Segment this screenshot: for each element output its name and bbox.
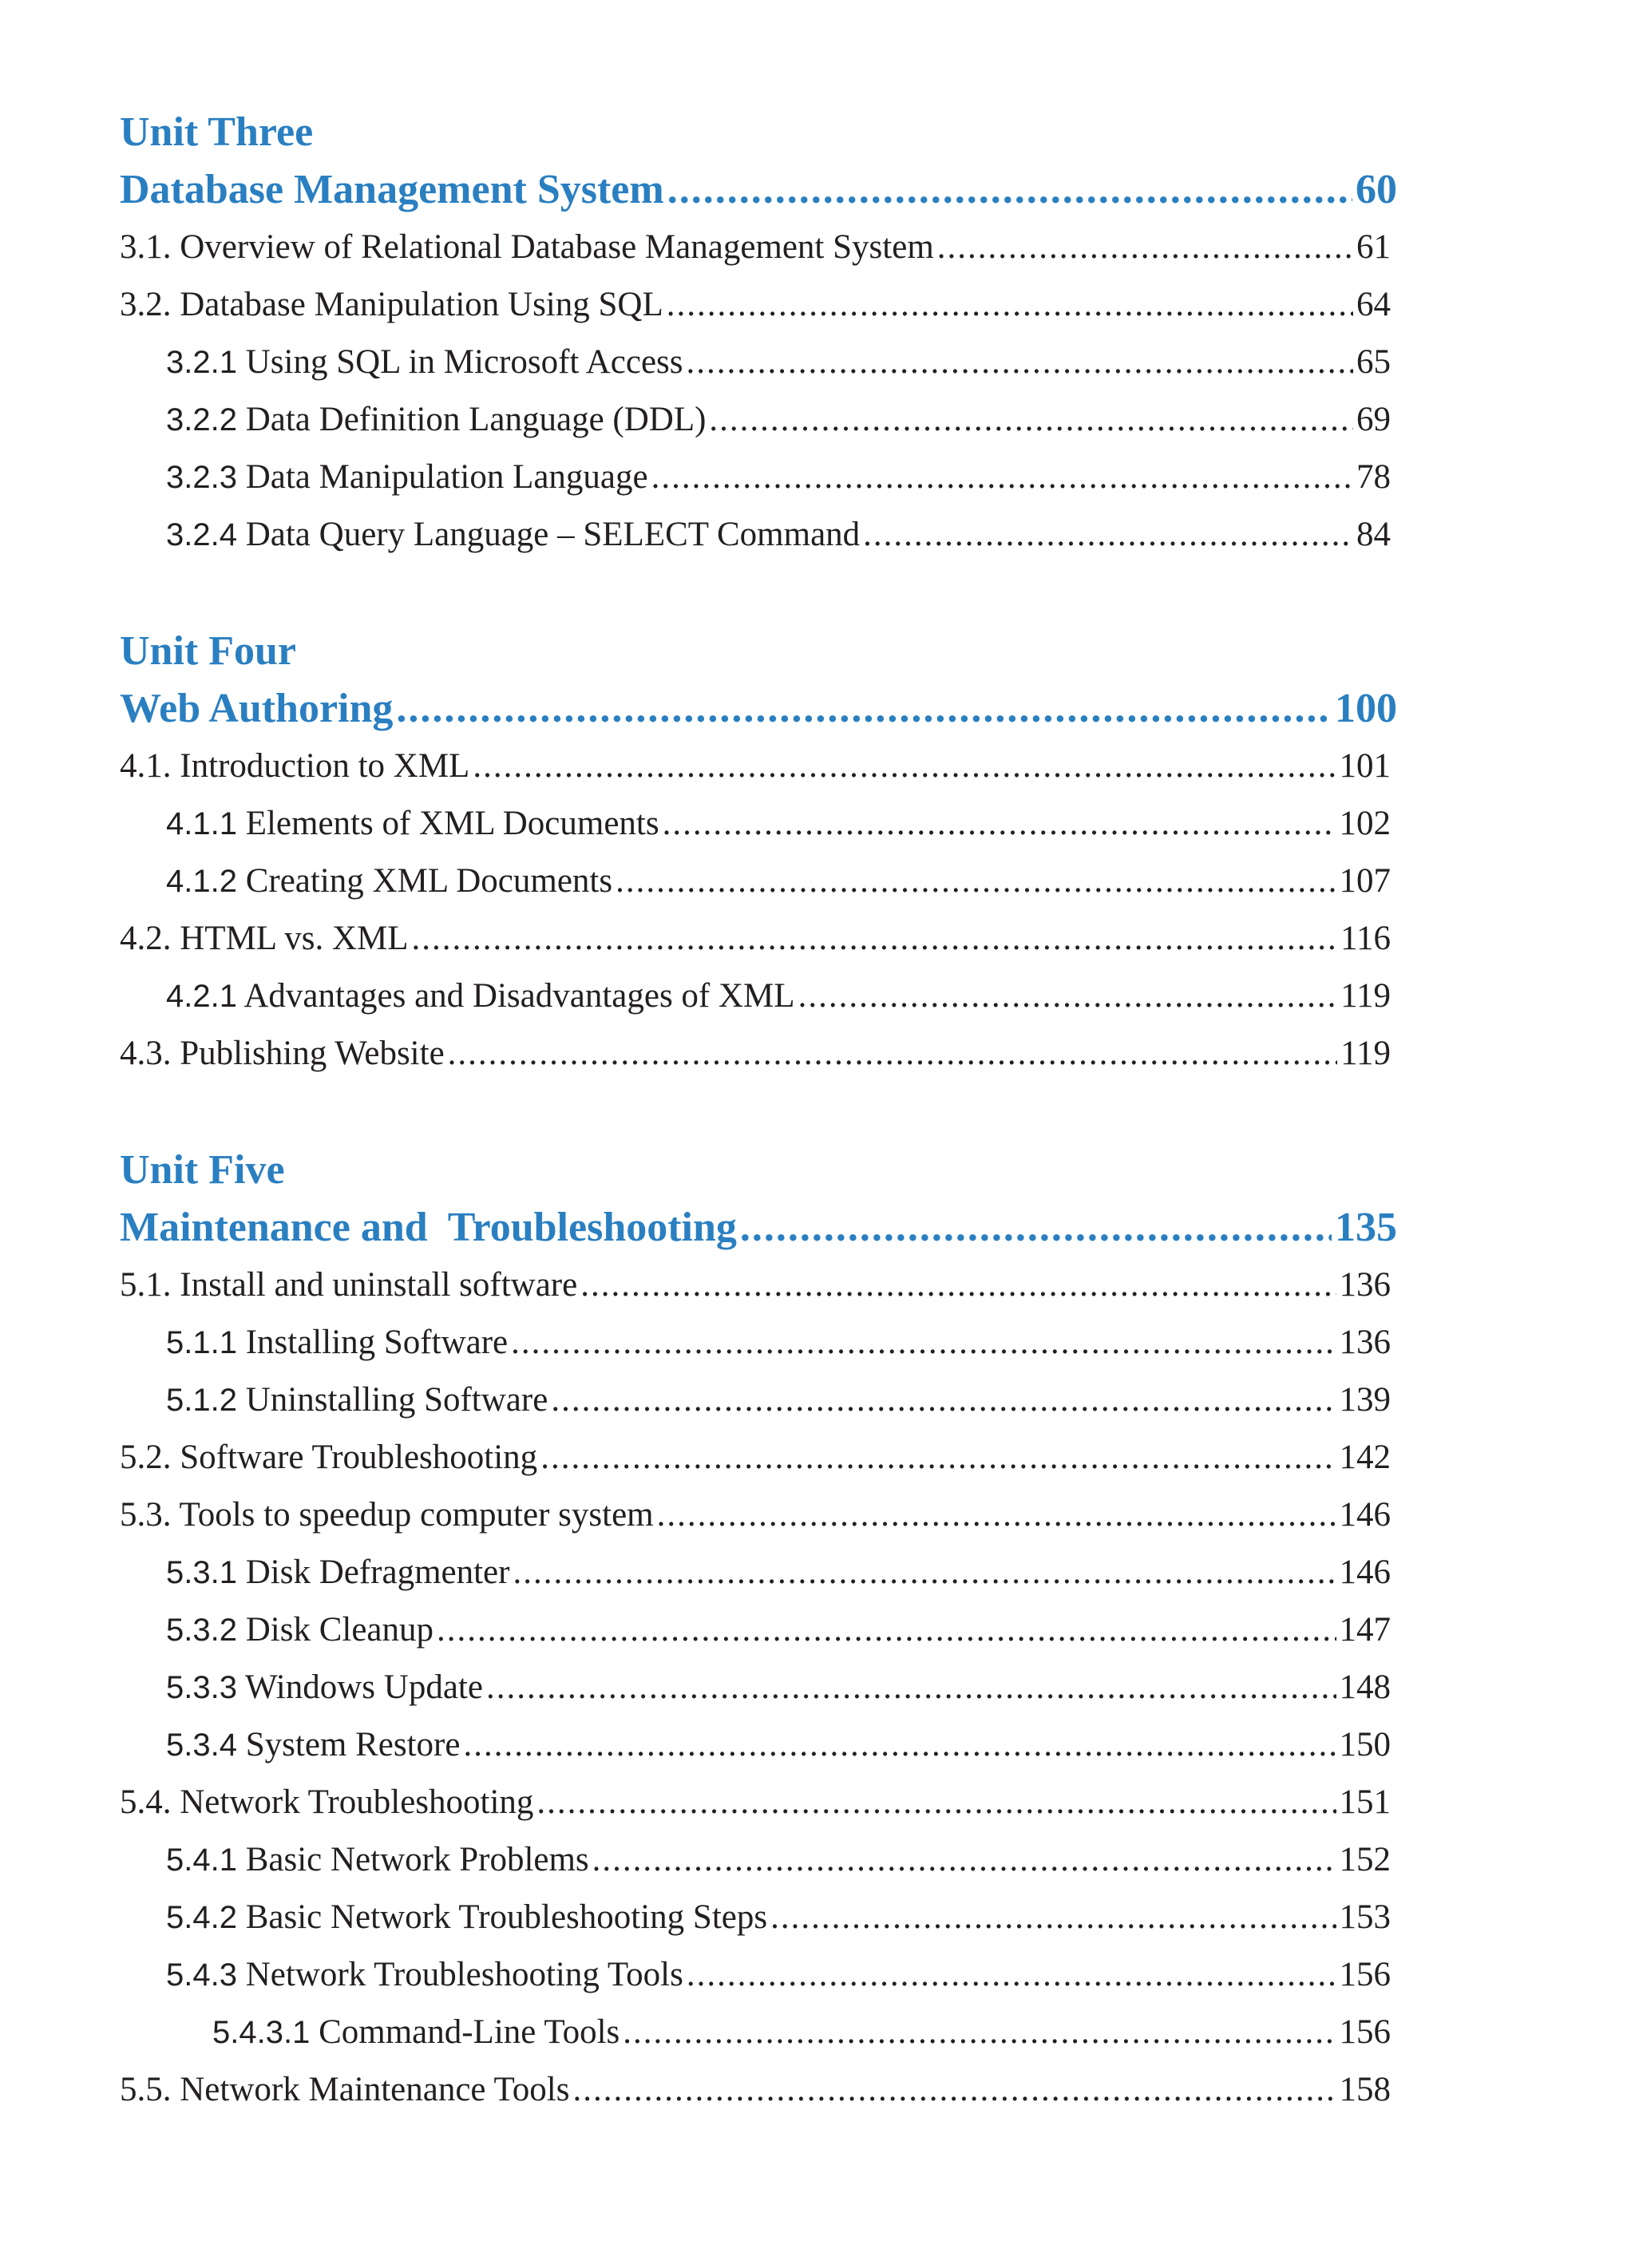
dot-leader <box>667 276 1353 334</box>
toc-entry[interactable] <box>120 795 1391 853</box>
entry-title: 5.4.3.1 Command-Line Tools <box>212 2013 620 2051</box>
dot-leader <box>473 738 1336 795</box>
toc-entry[interactable] <box>120 1371 1391 1429</box>
page-number: 65 <box>1356 343 1391 381</box>
toc-entry[interactable] <box>120 276 1391 334</box>
unit-title: Maintenance and Troubleshooting <box>120 1205 737 1250</box>
entry-title: 4.3. Publishing Website <box>120 1035 445 1072</box>
entry-title: 5.3.2 Disk Cleanup <box>166 1611 434 1649</box>
page-number: 146 <box>1339 1496 1391 1534</box>
page-number: 64 <box>1356 286 1391 323</box>
toc-entry[interactable] <box>120 1486 1391 1544</box>
entry-title: 3.1. Overview of Relational Database Management System <box>120 228 934 266</box>
toc-entry[interactable] <box>120 334 1391 391</box>
page-number: 101 <box>1339 747 1391 785</box>
page-number: 119 <box>1340 977 1391 1015</box>
toc-entry[interactable] <box>120 1831 1391 1889</box>
page-number: 116 <box>1340 920 1391 957</box>
page-number: 78 <box>1356 458 1391 496</box>
dot-leader <box>572 2061 1336 2119</box>
dot-leader <box>540 1429 1336 1486</box>
entry-title: 3.2.2 Data Definition Language (DDL) <box>166 401 707 438</box>
dot-leader <box>536 1774 1336 1831</box>
page-number: 135 <box>1335 1205 1397 1250</box>
entry-title: 5.4.3 Network Troubleshooting Tools <box>166 1956 683 1993</box>
entry-title: 5.3.3 Windows Update <box>166 1668 483 1706</box>
dot-leader <box>463 1716 1336 1774</box>
page-number: 151 <box>1339 1783 1391 1821</box>
page-number: 136 <box>1339 1324 1391 1361</box>
toc-entry[interactable] <box>120 738 1391 795</box>
dot-leader <box>687 334 1353 391</box>
toc-entry[interactable] <box>120 2004 1391 2061</box>
page-number: 158 <box>1339 2071 1391 2108</box>
page-number: 61 <box>1356 228 1391 266</box>
entry-title: 3.2.3 Data Manipulation Language <box>166 458 648 496</box>
dot-leader <box>486 1659 1336 1716</box>
page-number: 153 <box>1339 1898 1391 1936</box>
entry-title: 5.3.1 Disk Defragmenter <box>166 1554 510 1591</box>
entry-title: 5.4.1 Basic Network Problems <box>166 1841 589 1878</box>
entry-title: 5.3.4 System Restore <box>166 1726 461 1763</box>
entry-title: 3.2.1 Using SQL in Microsoft Access <box>166 343 683 381</box>
entry-title: 4.2. HTML vs. XML <box>120 920 409 957</box>
dot-leader <box>412 910 1338 968</box>
toc-entry[interactable] <box>120 2061 1391 2119</box>
entry-title: 4.2.1 Advantages and Disadvantages of XML <box>166 977 795 1015</box>
table-of-contents <box>120 104 1397 2178</box>
dot-leader <box>657 1486 1336 1544</box>
toc-entry[interactable] <box>120 1889 1391 1946</box>
dot-leader <box>770 1889 1336 1946</box>
dot-leader <box>863 506 1353 564</box>
unit-heading-row[interactable] <box>120 680 1397 738</box>
page-number: 156 <box>1339 1956 1391 1993</box>
toc-entry[interactable] <box>120 1716 1391 1774</box>
unit-title: Database Management System <box>120 167 664 212</box>
dot-leader <box>437 1601 1336 1659</box>
toc-entry[interactable] <box>120 1544 1391 1601</box>
unit-heading-row[interactable] <box>120 1199 1397 1257</box>
page-number: 84 <box>1356 516 1391 553</box>
toc-entry[interactable] <box>120 910 1391 968</box>
dot-leader <box>937 219 1353 276</box>
unit-heading-row[interactable] <box>120 161 1397 219</box>
dot-leader <box>396 680 1332 738</box>
toc-entry[interactable] <box>120 219 1391 276</box>
page-number: 146 <box>1339 1554 1391 1591</box>
unit-label: Unit Four <box>120 628 296 674</box>
page-number: 142 <box>1339 1439 1391 1476</box>
dot-leader <box>709 391 1353 449</box>
entry-title: 5.1.2 Uninstalling Software <box>166 1381 548 1419</box>
dot-leader <box>511 1314 1336 1371</box>
entry-title: 4.1. Introduction to XML <box>120 747 470 785</box>
toc-entry[interactable] <box>120 1314 1391 1371</box>
page-number: 107 <box>1339 862 1391 900</box>
entry-title: 5.1.1 Installing Software <box>166 1324 509 1361</box>
page-number: 150 <box>1339 1726 1391 1763</box>
dot-leader <box>551 1371 1336 1429</box>
entry-title: 3.2.4 Data Query Language – SELECT Command <box>166 516 861 553</box>
dot-leader <box>616 853 1336 910</box>
toc-entry[interactable] <box>120 1601 1391 1659</box>
page-number: 139 <box>1339 1381 1391 1419</box>
dot-leader <box>798 968 1338 1025</box>
unit-label: Unit Three <box>120 109 314 155</box>
page-number: 152 <box>1339 1841 1391 1878</box>
entry-title: 4.1.1 Elements of XML Documents <box>166 805 659 842</box>
toc-entry[interactable] <box>120 968 1391 1025</box>
dot-leader <box>448 1025 1337 1083</box>
toc-entry[interactable] <box>120 506 1391 564</box>
entry-title: 5.4. Network Troubleshooting <box>120 1783 534 1821</box>
page-number: 60 <box>1356 167 1397 212</box>
dot-leader <box>687 1946 1336 2004</box>
entry-title: 5.2. Software Troubleshooting <box>120 1439 538 1476</box>
unit-five <box>120 1142 1397 2119</box>
dot-leader <box>651 449 1353 506</box>
page-number: 102 <box>1339 805 1391 842</box>
dot-leader <box>592 1831 1336 1889</box>
page-number: 69 <box>1356 401 1391 438</box>
page-number: 119 <box>1340 1035 1391 1072</box>
toc-entry[interactable] <box>120 1946 1391 2004</box>
entry-title: 5.3. Tools to speedup computer system <box>120 1496 654 1534</box>
dot-leader <box>513 1544 1336 1601</box>
toc-entry[interactable] <box>120 1025 1391 1083</box>
toc-entry[interactable] <box>120 1257 1391 1314</box>
toc-entry[interactable] <box>120 1774 1391 1831</box>
toc-entry[interactable] <box>120 853 1391 910</box>
unit-title: Web Authoring <box>120 686 394 731</box>
entry-title: 5.1. Install and uninstall software <box>120 1266 578 1304</box>
dot-leader <box>663 795 1336 853</box>
page-number: 100 <box>1335 686 1397 731</box>
toc-entry[interactable] <box>120 1429 1391 1486</box>
dot-leader <box>740 1199 1332 1257</box>
toc-entry[interactable] <box>120 1659 1391 1716</box>
unit-four <box>120 623 1397 1083</box>
unit-three <box>120 104 1397 564</box>
page-number: 148 <box>1339 1668 1391 1706</box>
entry-title: 3.2. Database Manipulation Using SQL <box>120 286 663 323</box>
toc-entry[interactable] <box>120 391 1391 449</box>
entry-title: 4.1.2 Creating XML Documents <box>166 862 613 900</box>
toc-entry[interactable] <box>120 449 1391 506</box>
entry-title: 5.5. Network Maintenance Tools <box>120 2071 570 2108</box>
dot-leader <box>623 2004 1336 2061</box>
page-number: 136 <box>1339 1266 1391 1304</box>
dot-leader <box>667 161 1352 219</box>
page-number: 147 <box>1339 1611 1391 1649</box>
page-number: 156 <box>1339 2013 1391 2051</box>
entry-title: 5.4.2 Basic Network Troubleshooting Steps <box>166 1898 768 1936</box>
dot-leader <box>580 1257 1336 1314</box>
unit-label: Unit Five <box>120 1147 285 1193</box>
